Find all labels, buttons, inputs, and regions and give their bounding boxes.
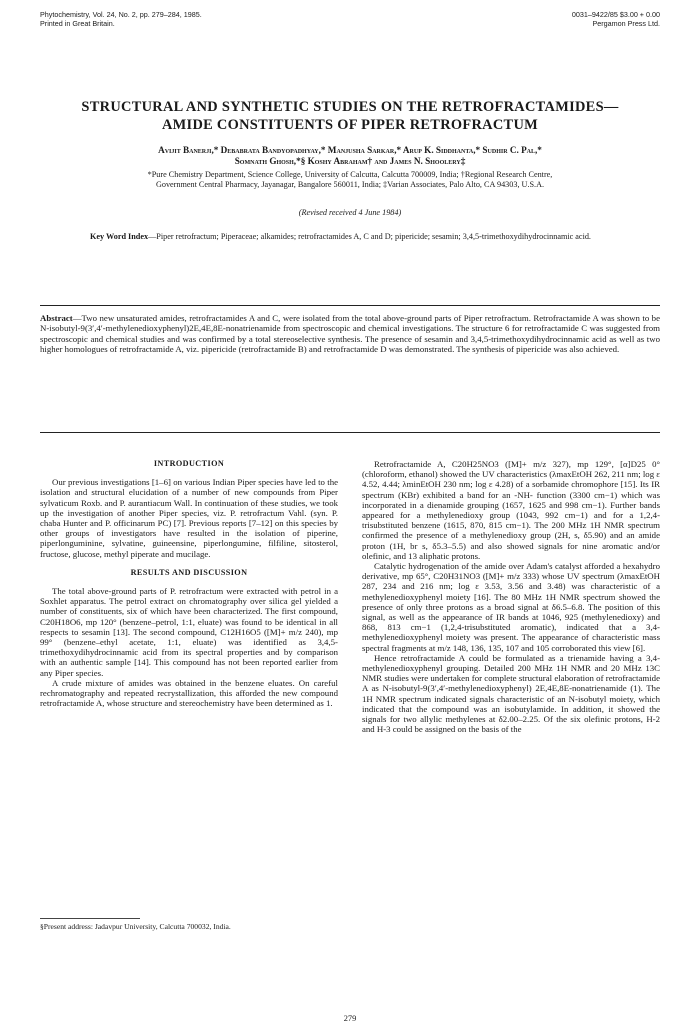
keyword-text: —Piper retrofractum; Piperaceae; alkamides; retrofractamides A, C and D; pipericide; sesamin; 3,4,5-trimethoxydihydrocinnamic acid.: [148, 232, 591, 241]
results-paragraph-1: The total above-ground parts of P. retrofractum were extracted with petrol in a Soxhlet apparatus. The petrol extract on chromatography over silica gel yielded a number of constituents, six of which have been characterized. The first compound, C20H18O6, mp 120° (benzene–petrol, 1:1, eluate) was found to be identical in all respects to sesamin [13]. The second compound, C12H16O5 ([M]+ m/z 240), mp 99° (benzene–ethyl acetate, 1:1, eluate) was identified as 3,4,5-trimethoxydihydrocinnamic acid from its spectral properties and by comparison with an authentic sample [14]. This compound has not been reported earlier from any Piper species.: [40, 586, 338, 678]
abstract-bottom-rule: [40, 432, 660, 433]
footnote-rule: [40, 918, 140, 919]
abstract-text: —Two new unsaturated amides, retrofractamides A and C, were isolated from the total above-ground parts of Piper retrofractum. Retrofractamide A was shown to be N-isobutyl-9(3′,4′-methylenedioxyphenyl)2E,4E,8E-nonatrienamide from spectroscopic and chemical investigations. The structure 6 for retrofractamide C was suggested from spectroscopic and chemical studies and was confirmed by a total stereoselective synthesis. The presence of sesamin and 3,4,5-trimethoxydihydrocinnamic acid as well as two higher homologues of retrofractamide A, viz. pipericide (retrofractamide B) and retrofractamide D was demonstrated. The synthesis of pipericide was also achieved.: [40, 313, 660, 354]
affiliation-line1: *Pure Chemistry Department, Science College, University of Calcutta, Calcutta 700009, India; †Regional Research Centre,: [147, 170, 553, 179]
revised-date: (Revised received 4 June 1984): [298, 208, 402, 217]
footnote: §Present address: Jadavpur University, Calcutta 700032, India.: [40, 922, 231, 931]
article-title-line2: AMIDE CONSTITUENTS OF PIPER RETROFRACTUM: [161, 117, 539, 133]
results-heading: RESULTS AND DISCUSSION: [130, 567, 248, 577]
author-line1: Avijit Banerji,* Debabrata Bandyopadhyay,* Manjusha Sarkar,* Arup K. Siddhanta,* Sudhir C. Pal,*: [158, 145, 542, 155]
right-paragraph-3: Hence retrofractamide A could be formulated as a trienamide having a 3,4-methylenedioxyphenyl grouping. Detailed 200 MHz 1H NMR and 20 MHz 13C NMR studies were undertaken for complete structural elaboration of retrofractamide A as N-isobutyl-9(3′,4′-methylenedioxyphenyl) 2E,4E,8E-nonatrienamide (1). The 1H NMR spectrum indicated signals characteristic of an N-isobutyl moiety, which indicated that the compound was an isobutylamide. In addition, it showed the signals for two allylic methylenes at δ2.00–2.25. Of the six olefinic protons, H-2 and H-3 could be assigned on the basis of the: [362, 652, 660, 735]
affiliations: [40, 170, 660, 190]
journal-header-right: [572, 10, 660, 28]
abstract: [40, 313, 660, 354]
abstract-top-rule: [40, 305, 660, 306]
abstract-label: Abstract: [40, 313, 73, 323]
left-column: [40, 459, 338, 708]
article-title-line1: STRUCTURAL AND SYNTHETIC STUDIES ON THE RETROFRACTAMIDES—: [81, 99, 619, 115]
author-line2: Somnath Ghosh,*§ Koshy Abraham† and James N. Shoolery‡: [234, 156, 466, 166]
publisher-name: Pergamon Press Ltd.: [592, 19, 660, 28]
keyword-label: Key Word Index: [90, 232, 149, 241]
introduction-paragraph: Our previous investigations [1–6] on various Indian Piper species have led to the isolation and structural elucidation of a number of new compounds from Piper sylvaticum Roxb. and P. aurantiacum Wall. In continuation of these studies, we took up the investigation of another Piper species, viz. P. retrofractum Vahl. (syn. P. chaba Hunter and P. officinarum PC) [7]. Previous reports [7–12] on this species by other groups of investigators have resulted in the isolation of piperine, piperlonguminine, sylvatine, guineensine, piperlongumine, filfiline, sitosterol, fructose, glucose, methyl piperate and mucilage.: [40, 477, 338, 559]
affiliation-line2: Government Central Pharmacy, Jayanagar, Bangalore 560011, India; ‡Varian Associates, Palo Alto, CA 94303, U.S.A.: [155, 180, 545, 189]
page-number: 279: [343, 1014, 357, 1023]
right-paragraph-1: Retrofractamide A, C20H25NO3 ([M]+ m/z 327), mp 129°, [α]D25 0° (chloroform, ethanol) showed the UV characteristics (λmaxEtOH 262, 211 nm; log ε 4.52, 4.44; λminEtOH 230 nm; log ε 4.28) of a sorbamide chromophore [15]. Its IR spectrum (KBr) exhibited a band for an -NH- function (3300 cm−1) which was incorporated in a dienamide grouping (1657, 1625 and 998 cm−1). Further bands appeared for a methylenedioxy group (1043, 992 cm−1) and for a 1,2,4-trisubstituted benzene (1615, 870, 815 cm−1). The 200 MHz 1H NMR spectrum confirmed the presence of a methylenedioxy group (2H, s, δ5.90) and an amide proton (1H, br s, δ5.3–5.5) and also showed signals for nine aromatic and/or olefinic, and 13 aliphatic protons.: [362, 459, 660, 561]
printed-location: Printed in Great Britain.: [40, 19, 115, 28]
introduction-heading: INTRODUCTION: [153, 459, 225, 468]
right-paragraph-2: Catalytic hydrogenation of the amide over Adam's catalyst afforded a hexahydro derivative, mp 65°, C20H31NO3 ([M]+ m/z 333) whose UV spectrum (λmaxEtOH 287, 234 and 216 nm; log ε 3.53, 3.56 and 3.48) was characteristic of a methylenedioxyphenyl moiety [16]. The 80 MHz 1H NMR spectrum showed the presence of only three protons as a broad signal at δ6.5–6.8. The position of this signal, as well as the appearance of IR bands at 1046, 925 (methylenedioxy) and 868, 813 cm−1 (1,2,4-trisubstituted aromatic), indicated that a 3,4-methylenedioxyphenyl moiety was present. The appearance of characteristic mass spectral fragments at m/z 148, 136, 135, 107 and 105 corroborated this view [6].: [362, 561, 660, 653]
author-list: [40, 145, 660, 167]
right-column: [362, 459, 660, 734]
keyword-index: [90, 232, 630, 242]
journal-header-left: [40, 10, 202, 28]
journal-citation: Phytochemistry, Vol. 24, No. 2, pp. 279–284, 1985.: [40, 10, 202, 19]
results-paragraph-2: A crude mixture of amides was obtained in the benzene eluates. On careful rechromatography and repeated recrystallization, this afforded the new compound retrofractamide A, whose structure and stereochemistry have been determined as 1.: [40, 677, 338, 709]
issn-code: 0031–9422/85 $3.00 + 0.00: [571, 10, 660, 19]
